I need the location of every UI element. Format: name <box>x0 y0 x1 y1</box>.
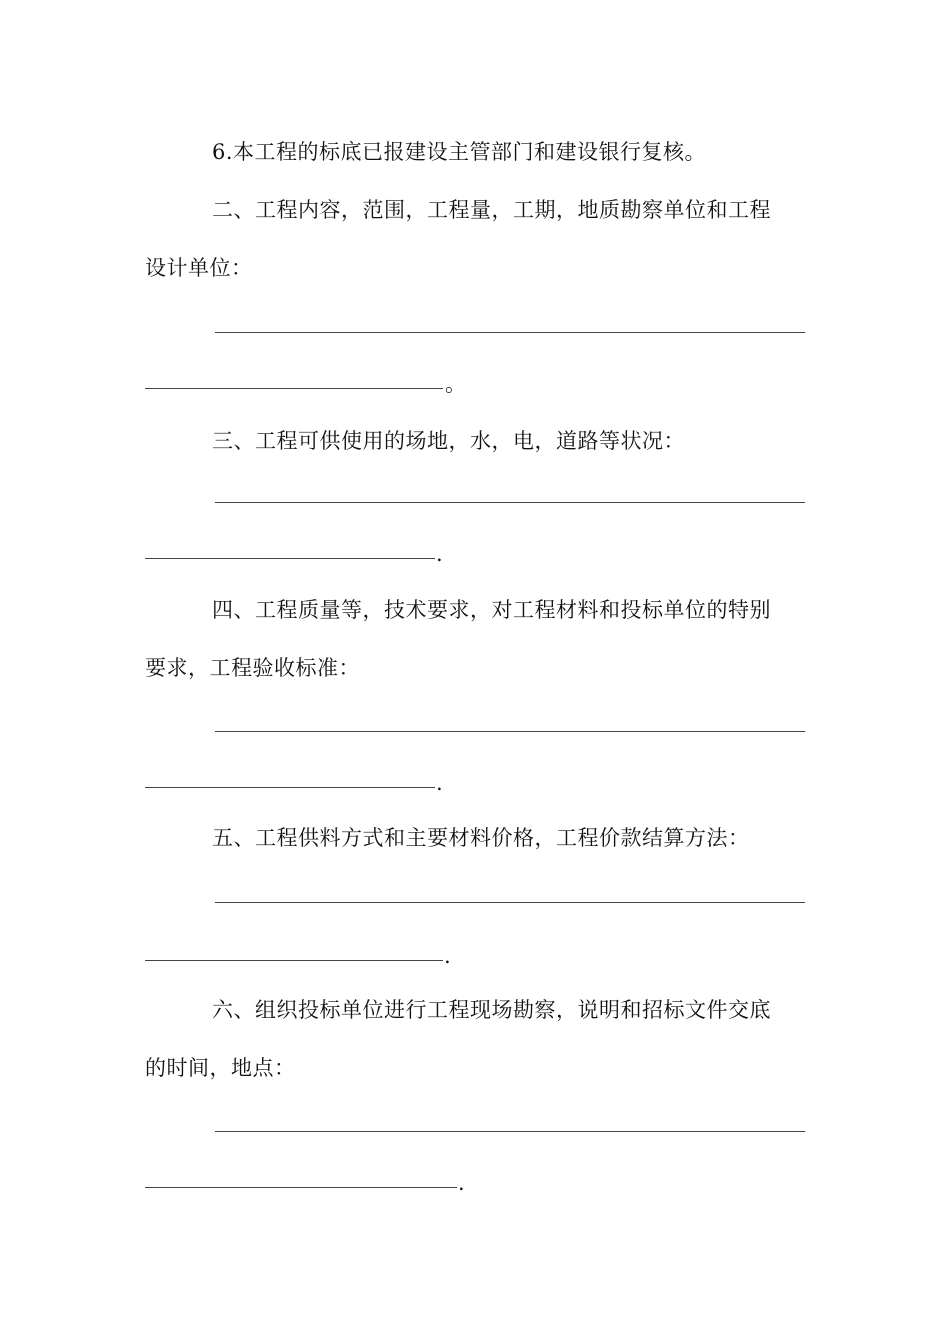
section-6-heading-line1: 六、组织投标单位进行工程现场勘察，说明和招标文件交底 <box>212 998 771 1022</box>
section-2-heading-line2: 设计单位： <box>145 256 253 280</box>
section-5-fill-blank-line1[interactable] <box>215 902 805 903</box>
section-4-fill-blank-line2[interactable] <box>145 787 435 788</box>
section-3-blank-end: . <box>436 542 443 566</box>
section-6-blank-end: . <box>458 1171 465 1195</box>
item-6-text: 6.本工程的标底已报建设主管部门和建设银行复核。 <box>212 140 707 164</box>
section-5-heading-line1: 五、工程供料方式和主要材料价格，工程价款结算方法： <box>212 826 750 850</box>
section-4-heading-line2: 要求，工程验收标准： <box>145 656 360 680</box>
section-4-heading-line1: 四、工程质量等，技术要求，对工程材料和投标单位的特别 <box>212 598 771 622</box>
section-4-fill-blank-line1[interactable] <box>215 731 805 732</box>
section-6-heading-line2: 的时间，地点： <box>145 1056 296 1080</box>
section-2-fill-blank-line1[interactable] <box>215 332 805 333</box>
section-2-blank-end: 。 <box>445 372 466 396</box>
section-6-fill-blank-line1[interactable] <box>215 1131 805 1132</box>
section-3-heading-line1: 三、工程可供使用的场地，水，电，道路等状况： <box>212 429 685 453</box>
section-2-fill-blank-line2[interactable] <box>145 388 443 389</box>
section-2-heading-line1: 二、工程内容，范围，工程量，工期，地质勘察单位和工程 <box>212 198 771 222</box>
section-5-blank-end: . <box>444 944 451 968</box>
section-5-fill-blank-line2[interactable] <box>145 960 443 961</box>
section-3-fill-blank-line2[interactable] <box>145 558 435 559</box>
section-3-fill-blank-line1[interactable] <box>215 502 805 503</box>
section-4-blank-end: . <box>436 771 443 795</box>
section-6-fill-blank-line2[interactable] <box>145 1187 457 1188</box>
